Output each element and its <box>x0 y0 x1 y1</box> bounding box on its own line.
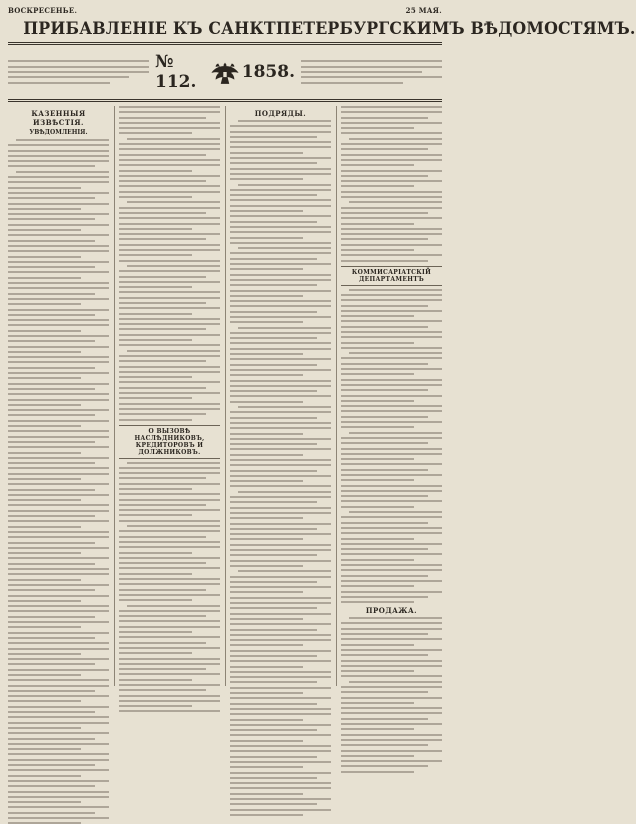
double-headed-eagle-icon <box>208 55 242 89</box>
column-1 <box>8 106 109 686</box>
column-3-text <box>230 120 331 816</box>
column-4-text-middle <box>341 289 442 604</box>
masthead-row <box>8 47 442 97</box>
column-2-text-bottom <box>119 462 220 713</box>
column-2 <box>114 106 220 686</box>
column-3 <box>225 106 331 686</box>
section-subtitle-notices: УВѢДОМЛЕНІЯ. <box>29 129 88 136</box>
issue-weekday: ВОСКРЕСЕНЬЕ. <box>8 6 78 15</box>
issue-number: № 112. <box>155 52 197 92</box>
masthead-notice-left <box>8 60 149 83</box>
column-1-text <box>8 139 109 824</box>
section-heading-heirs-creditors: О ВЫЗОВѢ НАСЛѢДНИКОВЪ, КРЕДИТОРОВЪ И ДОЛЖНИКОВЪ. <box>119 425 220 459</box>
section-heading-commissariat: КОММИСАРІАТСКІЙ ДЕПАРТАМЕНТЪ <box>341 266 442 286</box>
section-title-sale: ПРОДАЖА. <box>365 606 418 616</box>
column-4-text-top <box>341 106 442 262</box>
section-title-government-news: КАЗЕННЫЯ ИЗВѢСТІЯ. <box>31 109 86 127</box>
masthead-topline <box>8 6 442 16</box>
section-title-contracts: ПОДРЯДЫ. <box>254 109 307 118</box>
issue-date: 25 МАЯ. <box>405 6 442 15</box>
article-columns <box>8 106 442 686</box>
newspaper-title: ПРИБАВЛЕНІЕ КЪ САНКТПЕТЕРБУРГСКИМЪ ВѢДОМОСТЯМЪ. <box>23 19 636 39</box>
masthead-center <box>149 52 301 92</box>
column-4 <box>336 106 442 686</box>
column-2-text-top <box>119 106 220 421</box>
masthead-bottom-rule <box>8 99 442 102</box>
masthead-rule <box>8 42 442 45</box>
column-4-text-bottom <box>341 617 442 773</box>
masthead-notice-right <box>301 60 442 83</box>
issue-year: 1858. <box>241 62 295 82</box>
